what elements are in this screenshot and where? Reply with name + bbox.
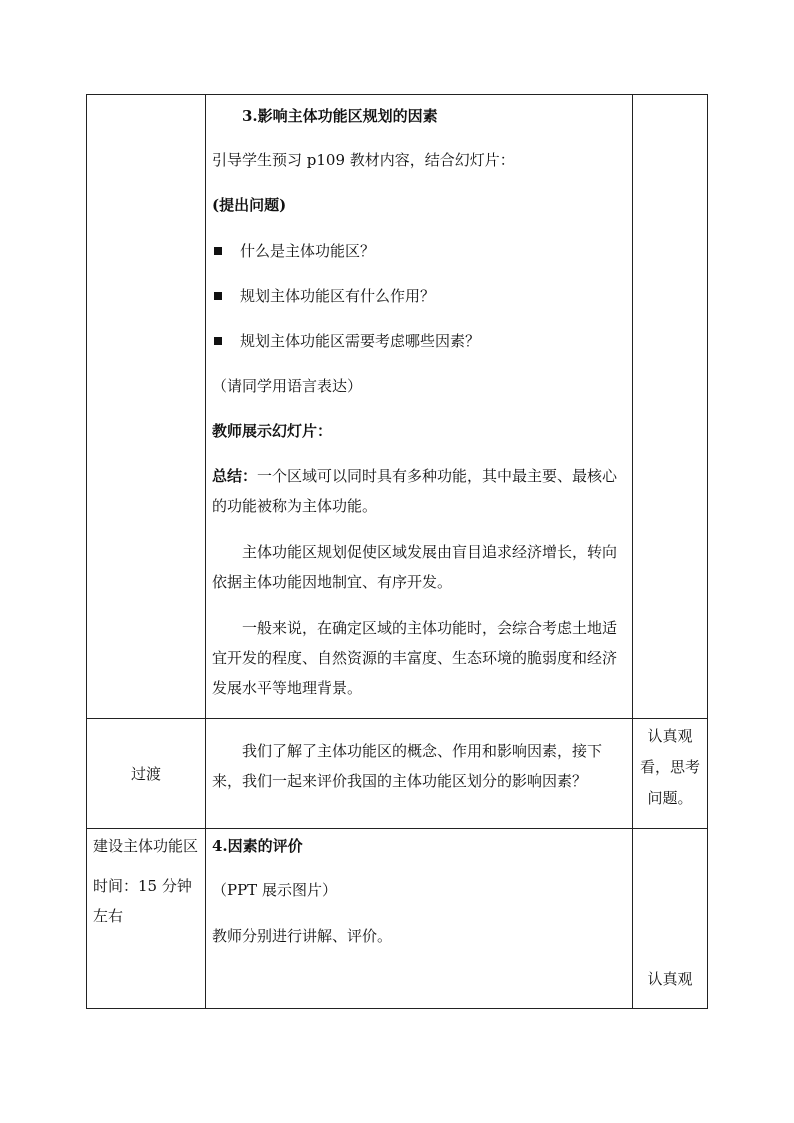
question-text: 规划主体功能区有什么作用？ <box>240 287 436 305</box>
stage-label: 建设主体功能区 <box>93 837 199 855</box>
list-item <box>206 228 632 273</box>
table-row <box>87 829 708 1009</box>
list-item <box>206 318 632 363</box>
section-heading: 4.因素的评价 <box>212 837 303 855</box>
content-cell <box>206 829 633 1009</box>
student-cell <box>633 719 708 829</box>
paragraph: 一般来说，在确定区域的主体功能时，会综合考虑土地适宜开发的程度、自然资源的丰富度、生态环境的脆弱度和经济发展水平等地理背景。 <box>212 619 618 697</box>
student-activity: 认真观看，思考问题。 <box>639 727 700 807</box>
note-text: （请同学用语言表达） <box>212 377 363 395</box>
question-text: 什么是主体功能区？ <box>240 242 376 260</box>
list-item <box>206 273 632 318</box>
square-bullet-icon <box>214 292 222 300</box>
paragraph: 主体功能区规划促使区域发展由盲目追求经济增长，转向依据主体功能因地制宜、有序开发。 <box>212 543 618 591</box>
table-row <box>87 95 708 719</box>
summary-text: 一个区域可以同时具有多种功能，其中最主要、最核心的功能被称为主体功能。 <box>212 467 618 515</box>
transition-text: 我们了解了主体功能区的概念、作用和影响因素，接下来，我们一起来评价我国的主体功能区划分的影响因素？ <box>212 742 603 790</box>
student-activity: 认真观 <box>647 970 693 988</box>
stage-cell <box>87 829 206 1009</box>
teacher-text: 教师分别进行讲解、评价。 <box>212 927 393 945</box>
content-cell <box>206 95 633 719</box>
stage-label: 过渡 <box>130 764 161 783</box>
content-cell <box>206 719 633 829</box>
question-label: (提出问题) <box>212 196 287 214</box>
lesson-plan-table <box>86 94 708 1009</box>
question-text: 规划主体功能区需要考虑哪些因素？ <box>240 332 481 350</box>
summary-label: 总结： <box>212 467 258 485</box>
square-bullet-icon <box>214 247 222 255</box>
stage-cell <box>87 95 206 719</box>
summary-paragraph <box>206 461 632 521</box>
stage-cell <box>87 719 206 829</box>
intro-text: 引导学生预习 p109 教材内容，结合幻灯片： <box>212 151 515 169</box>
section-heading: 3.影响主体功能区规划的因素 <box>242 107 438 125</box>
table-row <box>87 719 708 829</box>
ppt-note: （PPT 展示图片） <box>212 881 337 899</box>
student-cell <box>633 829 708 1009</box>
time-text: 时间：15 分钟左右 <box>93 877 192 925</box>
slide-label: 教师展示幻灯片： <box>212 422 333 440</box>
student-cell <box>633 95 708 719</box>
square-bullet-icon <box>214 337 222 345</box>
